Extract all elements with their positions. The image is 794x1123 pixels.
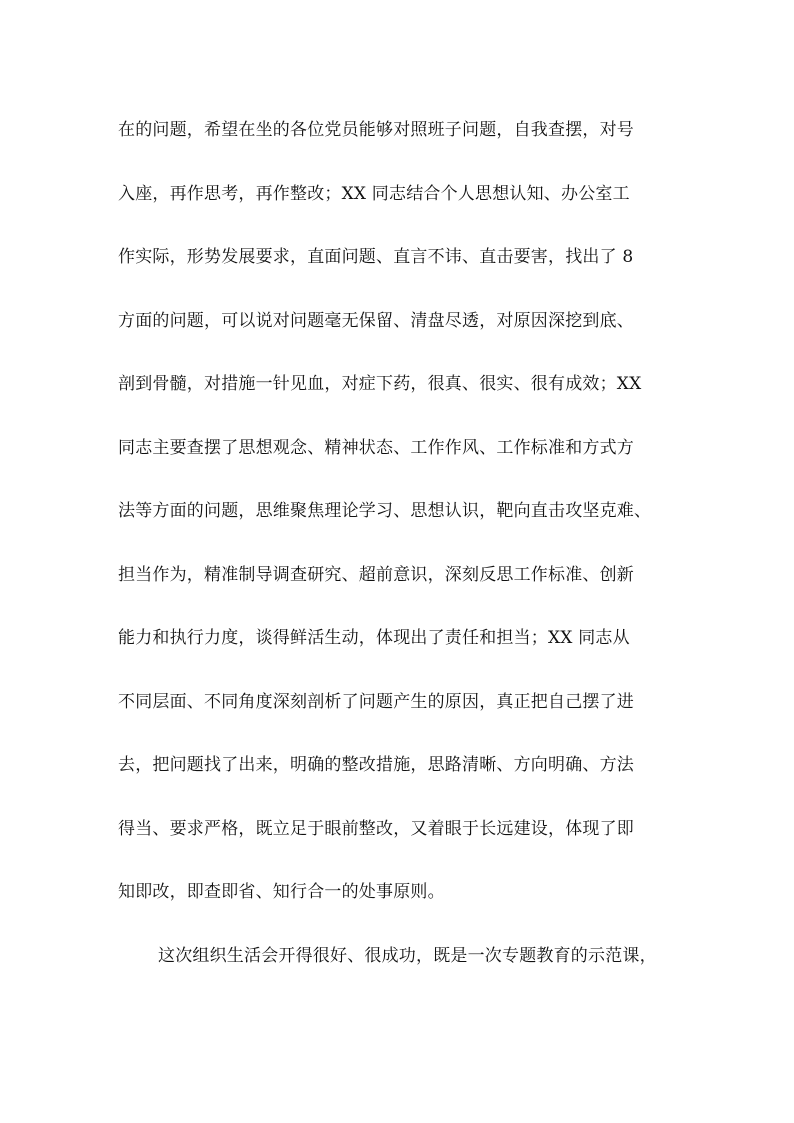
paragraph-1-line-5: 剖到骨髓，对措施一针见血，对症下药，很真、很实、很有成效；XX (118, 374, 642, 394)
paragraph-1-line-4: 方面的问题，可以说对问题毫无保留、清盘尽透，对原因深挖到底、 (118, 311, 634, 331)
paragraph-1-line-12: 得当、要求严格，既立足于眼前整改，又着眼于长远建设，体现了即 (118, 819, 634, 839)
paragraph-2-line-1: 这次组织生活会开得很好、很成功，既是一次专题教育的示范课， (158, 946, 657, 966)
paragraph-1-line-11: 去，把问题找了出来，明确的整改措施，思路清晰、方向明确、方法 (118, 755, 634, 775)
paragraph-1-line-8: 担当作为，精准制导调查研究、超前意识，深刻反思工作标准、创新 (118, 565, 634, 585)
paragraph-1-line-6: 同志主要查摆了思想观念、精神状态、工作作风、工作标准和方式方 (118, 438, 634, 458)
paragraph-1-line-2: 入座，再作思考，再作整改；XX 同志结合个人思想认知、办公室工 (118, 184, 630, 204)
paragraph-1-line-3: 作实际，形势发展要求，直面问题、直言不讳、直击要害，找出了 8 (118, 247, 634, 267)
paragraph-1-line-7: 法等方面的问题，思维聚焦理论学习、思想认识，靶向直击攻坚克难、 (118, 501, 652, 521)
paragraph-1-line-9: 能力和执行力度，谈得鲜活生动，体现出了责任和担当；XX 同志从 (118, 628, 630, 648)
paragraph-1-line-13: 知即改，即查即省、知行合一的处事原则。 (118, 882, 445, 902)
paragraph-1-line-10: 不同层面、不同角度深刻剖析了问题产生的原因，真正把自己摆了进 (118, 692, 634, 712)
paragraph-1-line-1: 在的问题，希望在坐的各位党员能够对照班子问题，自我查摆，对号 (118, 120, 634, 140)
